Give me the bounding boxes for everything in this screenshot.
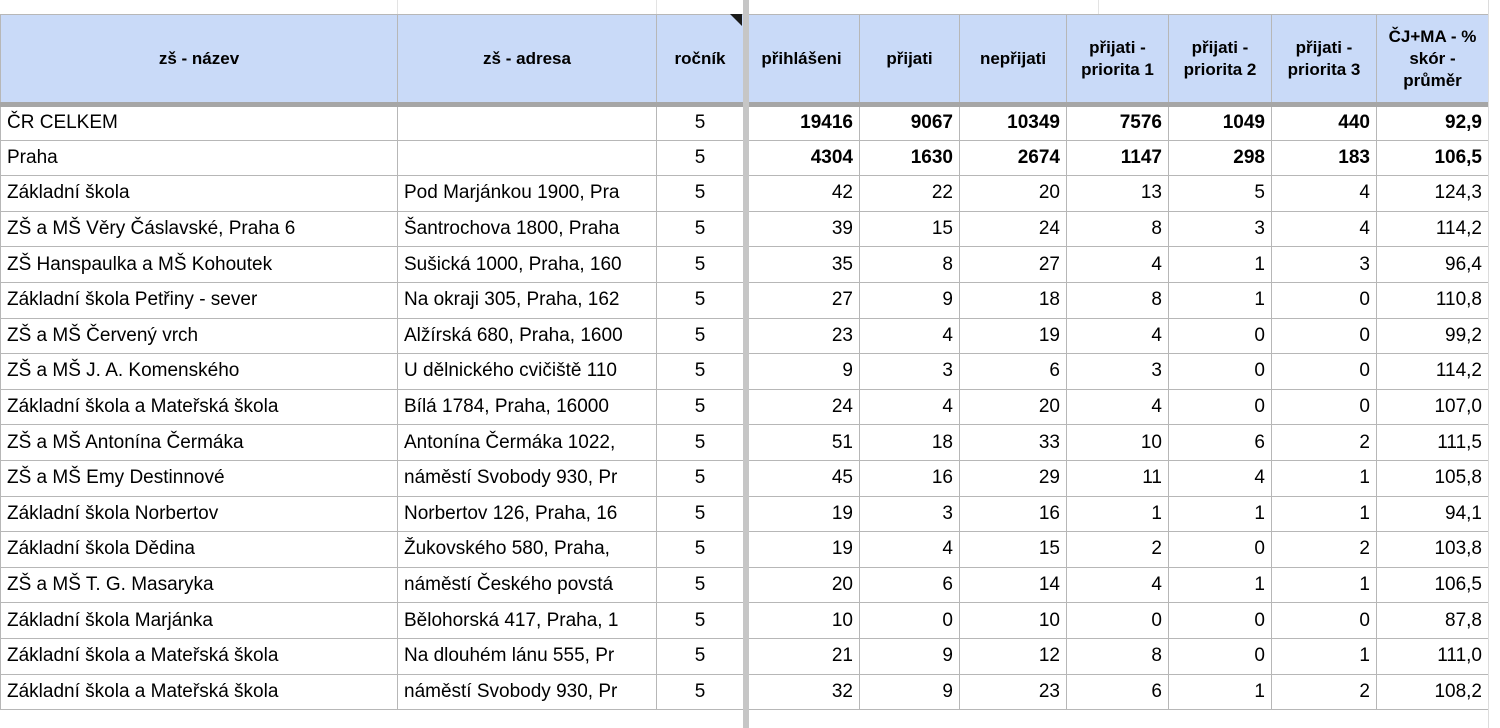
cell-priority-2[interactable]: 0	[1169, 389, 1272, 425]
cell-accepted[interactable]: 16	[860, 460, 960, 496]
cell-applied[interactable]: 19	[744, 496, 860, 532]
cell-priority-2[interactable]: 0	[1169, 532, 1272, 568]
cell-name[interactable]: Základní škola a Mateřská škola	[1, 674, 398, 710]
cell-priority-3[interactable]: 4	[1272, 176, 1377, 212]
cell-name[interactable]: ZŠ a MŠ Antonína Čermáka	[1, 425, 398, 461]
cell-name[interactable]: ZŠ a MŠ T. G. Masaryka	[1, 567, 398, 603]
cell-priority-2[interactable]: 298	[1169, 140, 1272, 176]
cell-priority-3[interactable]: 2	[1272, 674, 1377, 710]
cell-address[interactable]: Alžírská 680, Praha, 1600	[398, 318, 657, 354]
cell-priority-3[interactable]: 0	[1272, 354, 1377, 390]
cell-grade[interactable]: 5	[657, 354, 744, 390]
cell-priority-1[interactable]: 4	[1067, 567, 1169, 603]
cell-score[interactable]: 124,3	[1377, 176, 1489, 212]
cell-priority-2[interactable]: 6	[1169, 425, 1272, 461]
cell-priority-3[interactable]: 1	[1272, 496, 1377, 532]
cell-rejected[interactable]: 18	[960, 282, 1067, 318]
cell-priority-2[interactable]: 0	[1169, 638, 1272, 674]
cell-grade[interactable]: 5	[657, 567, 744, 603]
cell-accepted[interactable]: 18	[860, 425, 960, 461]
cell-name[interactable]: Základní škola	[1, 176, 398, 212]
cell-address[interactable]: Žukovského 580, Praha,	[398, 532, 657, 568]
cell-address[interactable]: Bělohorská 417, Praha, 1	[398, 603, 657, 639]
cell-rejected[interactable]: 23	[960, 674, 1067, 710]
header-grade[interactable]: ročník	[657, 15, 744, 105]
cell-score[interactable]: 114,2	[1377, 354, 1489, 390]
cell-applied[interactable]: 42	[744, 176, 860, 212]
cell-score[interactable]: 106,5	[1377, 140, 1489, 176]
cell-grade[interactable]: 5	[657, 603, 744, 639]
cell-address[interactable]: náměstí Svobody 930, Pr	[398, 460, 657, 496]
cell-priority-3[interactable]: 0	[1272, 603, 1377, 639]
cell-priority-3[interactable]: 2	[1272, 532, 1377, 568]
cell-priority-3[interactable]: 3	[1272, 247, 1377, 283]
cell-rejected[interactable]: 27	[960, 247, 1067, 283]
cell-address[interactable]: Šantrochova 1800, Praha	[398, 211, 657, 247]
cell-accepted[interactable]: 9	[860, 674, 960, 710]
cell-priority-3[interactable]: 0	[1272, 282, 1377, 318]
cell-priority-2[interactable]: 0	[1169, 354, 1272, 390]
cell-applied[interactable]: 20	[744, 567, 860, 603]
cell-grade[interactable]: 5	[657, 638, 744, 674]
cell-applied[interactable]: 19	[744, 532, 860, 568]
cell-priority-1[interactable]: 8	[1067, 211, 1169, 247]
cell-rejected[interactable]: 16	[960, 496, 1067, 532]
cell-priority-1[interactable]: 1	[1067, 496, 1169, 532]
cell-priority-3[interactable]: 1	[1272, 638, 1377, 674]
cell-priority-1[interactable]: 10	[1067, 425, 1169, 461]
header-name[interactable]: zš - název	[1, 15, 398, 105]
cell-priority-1[interactable]: 11	[1067, 460, 1169, 496]
column-divider	[1098, 0, 1099, 14]
cell-priority-2[interactable]: 0	[1169, 318, 1272, 354]
cell-address[interactable]: Bílá 1784, Praha, 16000	[398, 389, 657, 425]
cell-name[interactable]: Základní škola a Mateřská škola	[1, 638, 398, 674]
cell-score[interactable]: 103,8	[1377, 532, 1489, 568]
cell-applied[interactable]: 35	[744, 247, 860, 283]
cell-address[interactable]: náměstí Českého povstá	[398, 567, 657, 603]
cell-applied[interactable]: 24	[744, 389, 860, 425]
cell-score[interactable]: 92,9	[1377, 105, 1489, 141]
cell-score[interactable]: 108,2	[1377, 674, 1489, 710]
cell-name[interactable]: ZŠ a MŠ Emy Destinnové	[1, 460, 398, 496]
header-priority-3[interactable]: přijati - priorita 3	[1272, 15, 1377, 105]
cell-rejected[interactable]: 10	[960, 603, 1067, 639]
cell-address[interactable]: Na okraji 305, Praha, 162	[398, 282, 657, 318]
cell-accepted[interactable]: 4	[860, 318, 960, 354]
cell-name[interactable]: Základní škola Norbertov	[1, 496, 398, 532]
cell-priority-1[interactable]: 13	[1067, 176, 1169, 212]
cell-address[interactable]: Norbertov 126, Praha, 16	[398, 496, 657, 532]
cell-grade[interactable]: 5	[657, 674, 744, 710]
cell-priority-1[interactable]: 6	[1067, 674, 1169, 710]
cell-accepted[interactable]: 3	[860, 354, 960, 390]
cell-accepted[interactable]: 15	[860, 211, 960, 247]
cell-grade[interactable]: 5	[657, 105, 744, 141]
cell-name[interactable]: Základní škola Dědina	[1, 532, 398, 568]
cell-address[interactable]	[398, 105, 657, 141]
cell-priority-1[interactable]: 8	[1067, 282, 1169, 318]
cell-name[interactable]: ZŠ a MŠ Červený vrch	[1, 318, 398, 354]
cell-accepted[interactable]: 8	[860, 247, 960, 283]
cell-address[interactable]	[398, 140, 657, 176]
cell-rejected[interactable]: 2674	[960, 140, 1067, 176]
cell-score[interactable]: 111,5	[1377, 425, 1489, 461]
cell-priority-2[interactable]: 4	[1169, 460, 1272, 496]
cell-accepted[interactable]: 4	[860, 532, 960, 568]
cell-priority-3[interactable]: 2	[1272, 425, 1377, 461]
cell-grade[interactable]: 5	[657, 318, 744, 354]
cell-name[interactable]: Základní škola Petřiny - sever	[1, 282, 398, 318]
cell-priority-1[interactable]: 1147	[1067, 140, 1169, 176]
cell-name[interactable]: ZŠ Hanspaulka a MŠ Kohoutek	[1, 247, 398, 283]
cell-priority-1[interactable]: 4	[1067, 318, 1169, 354]
cell-priority-1[interactable]: 2	[1067, 532, 1169, 568]
cell-score[interactable]: 96,4	[1377, 247, 1489, 283]
cell-address[interactable]: náměstí Svobody 930, Pr	[398, 674, 657, 710]
cell-applied[interactable]: 4304	[744, 140, 860, 176]
cell-priority-2[interactable]: 1	[1169, 567, 1272, 603]
cell-priority-2[interactable]: 0	[1169, 603, 1272, 639]
column-divider	[656, 0, 657, 14]
cell-priority-3[interactable]: 4	[1272, 211, 1377, 247]
cell-rejected[interactable]: 15	[960, 532, 1067, 568]
cell-grade[interactable]: 5	[657, 176, 744, 212]
cell-grade[interactable]: 5	[657, 425, 744, 461]
cell-priority-3[interactable]: 440	[1272, 105, 1377, 141]
cell-accepted[interactable]: 9	[860, 638, 960, 674]
cell-applied[interactable]: 23	[744, 318, 860, 354]
cell-rejected[interactable]: 14	[960, 567, 1067, 603]
cell-accepted[interactable]: 4	[860, 389, 960, 425]
header-applied[interactable]: přihlášeni	[744, 15, 860, 105]
cell-score[interactable]: 114,2	[1377, 211, 1489, 247]
cell-priority-2[interactable]: 3	[1169, 211, 1272, 247]
cell-applied[interactable]: 27	[744, 282, 860, 318]
cell-score[interactable]: 107,0	[1377, 389, 1489, 425]
header-accepted[interactable]: přijati	[860, 15, 960, 105]
cell-rejected[interactable]: 24	[960, 211, 1067, 247]
cell-address[interactable]: U dělnického cvičiště 110	[398, 354, 657, 390]
cell-grade[interactable]: 5	[657, 140, 744, 176]
cell-accepted[interactable]: 6	[860, 567, 960, 603]
cell-priority-3[interactable]: 1	[1272, 460, 1377, 496]
cell-grade[interactable]: 5	[657, 532, 744, 568]
cell-rejected[interactable]: 19	[960, 318, 1067, 354]
cell-grade[interactable]: 5	[657, 247, 744, 283]
cell-name[interactable]: ZŠ a MŠ Věry Čáslavské, Praha 6	[1, 211, 398, 247]
cell-priority-1[interactable]: 3	[1067, 354, 1169, 390]
cell-priority-3[interactable]: 0	[1272, 389, 1377, 425]
cell-priority-2[interactable]: 1	[1169, 247, 1272, 283]
header-priority-2[interactable]: přijati - priorita 2	[1169, 15, 1272, 105]
cell-rejected[interactable]: 20	[960, 389, 1067, 425]
cell-accepted[interactable]: 9067	[860, 105, 960, 141]
cell-priority-2[interactable]: 5	[1169, 176, 1272, 212]
cell-priority-1[interactable]: 8	[1067, 638, 1169, 674]
frozen-row-strip	[0, 0, 1500, 14]
cell-rejected[interactable]: 29	[960, 460, 1067, 496]
cell-name[interactable]: Základní škola Marjánka	[1, 603, 398, 639]
cell-score[interactable]: 111,0	[1377, 638, 1489, 674]
header-score[interactable]: ČJ+MA - % skór - průměr	[1377, 15, 1489, 105]
cell-grade[interactable]: 5	[657, 389, 744, 425]
cell-rejected[interactable]: 20	[960, 176, 1067, 212]
frozen-column-divider[interactable]	[743, 0, 749, 728]
cell-priority-2[interactable]: 1	[1169, 496, 1272, 532]
cell-accepted[interactable]: 9	[860, 282, 960, 318]
cell-score[interactable]: 105,8	[1377, 460, 1489, 496]
cell-applied[interactable]: 10	[744, 603, 860, 639]
cell-grade[interactable]: 5	[657, 496, 744, 532]
cell-score[interactable]: 94,1	[1377, 496, 1489, 532]
cell-grade[interactable]: 5	[657, 282, 744, 318]
cell-address[interactable]: Pod Marjánkou 1900, Pra	[398, 176, 657, 212]
cell-applied[interactable]: 39	[744, 211, 860, 247]
cell-priority-1[interactable]: 4	[1067, 247, 1169, 283]
cell-name[interactable]: Praha	[1, 140, 398, 176]
header-address[interactable]: zš - adresa	[398, 15, 657, 105]
cell-grade[interactable]: 5	[657, 211, 744, 247]
cell-name[interactable]: ČR CELKEM	[1, 105, 398, 141]
cell-applied[interactable]: 19416	[744, 105, 860, 141]
cell-rejected[interactable]: 12	[960, 638, 1067, 674]
cell-score[interactable]: 110,8	[1377, 282, 1489, 318]
cell-priority-1[interactable]: 4	[1067, 389, 1169, 425]
cell-priority-3[interactable]: 183	[1272, 140, 1377, 176]
column-divider	[397, 0, 398, 14]
cell-score[interactable]: 87,8	[1377, 603, 1489, 639]
header-priority-1[interactable]: přijati - priorita 1	[1067, 15, 1169, 105]
cell-name[interactable]: ZŠ a MŠ J. A. Komenského	[1, 354, 398, 390]
cell-rejected[interactable]: 6	[960, 354, 1067, 390]
cell-accepted[interactable]: 0	[860, 603, 960, 639]
cell-priority-2[interactable]: 1	[1169, 674, 1272, 710]
comment-indicator[interactable]	[730, 14, 742, 26]
cell-priority-2[interactable]: 1	[1169, 282, 1272, 318]
cell-priority-1[interactable]: 0	[1067, 603, 1169, 639]
cell-priority-1[interactable]: 7576	[1067, 105, 1169, 141]
cell-priority-3[interactable]: 0	[1272, 318, 1377, 354]
cell-applied[interactable]: 51	[744, 425, 860, 461]
cell-address[interactable]: Sušická 1000, Praha, 160	[398, 247, 657, 283]
cell-address[interactable]: Na dlouhém lánu 555, Pr	[398, 638, 657, 674]
sheet-right-edge	[1488, 0, 1500, 728]
cell-grade[interactable]: 5	[657, 460, 744, 496]
header-rejected[interactable]: nepřijati	[960, 15, 1067, 105]
cell-accepted[interactable]: 1630	[860, 140, 960, 176]
cell-applied[interactable]: 21	[744, 638, 860, 674]
cell-rejected[interactable]: 10349	[960, 105, 1067, 141]
cell-priority-2[interactable]: 1049	[1169, 105, 1272, 141]
cell-applied[interactable]: 9	[744, 354, 860, 390]
cell-rejected[interactable]: 33	[960, 425, 1067, 461]
cell-accepted[interactable]: 3	[860, 496, 960, 532]
cell-score[interactable]: 99,2	[1377, 318, 1489, 354]
cell-score[interactable]: 106,5	[1377, 567, 1489, 603]
cell-applied[interactable]: 45	[744, 460, 860, 496]
cell-priority-3[interactable]: 1	[1272, 567, 1377, 603]
cell-applied[interactable]: 32	[744, 674, 860, 710]
cell-name[interactable]: Základní škola a Mateřská škola	[1, 389, 398, 425]
cell-address[interactable]: Antonína Čermáka 1022,	[398, 425, 657, 461]
cell-accepted[interactable]: 22	[860, 176, 960, 212]
